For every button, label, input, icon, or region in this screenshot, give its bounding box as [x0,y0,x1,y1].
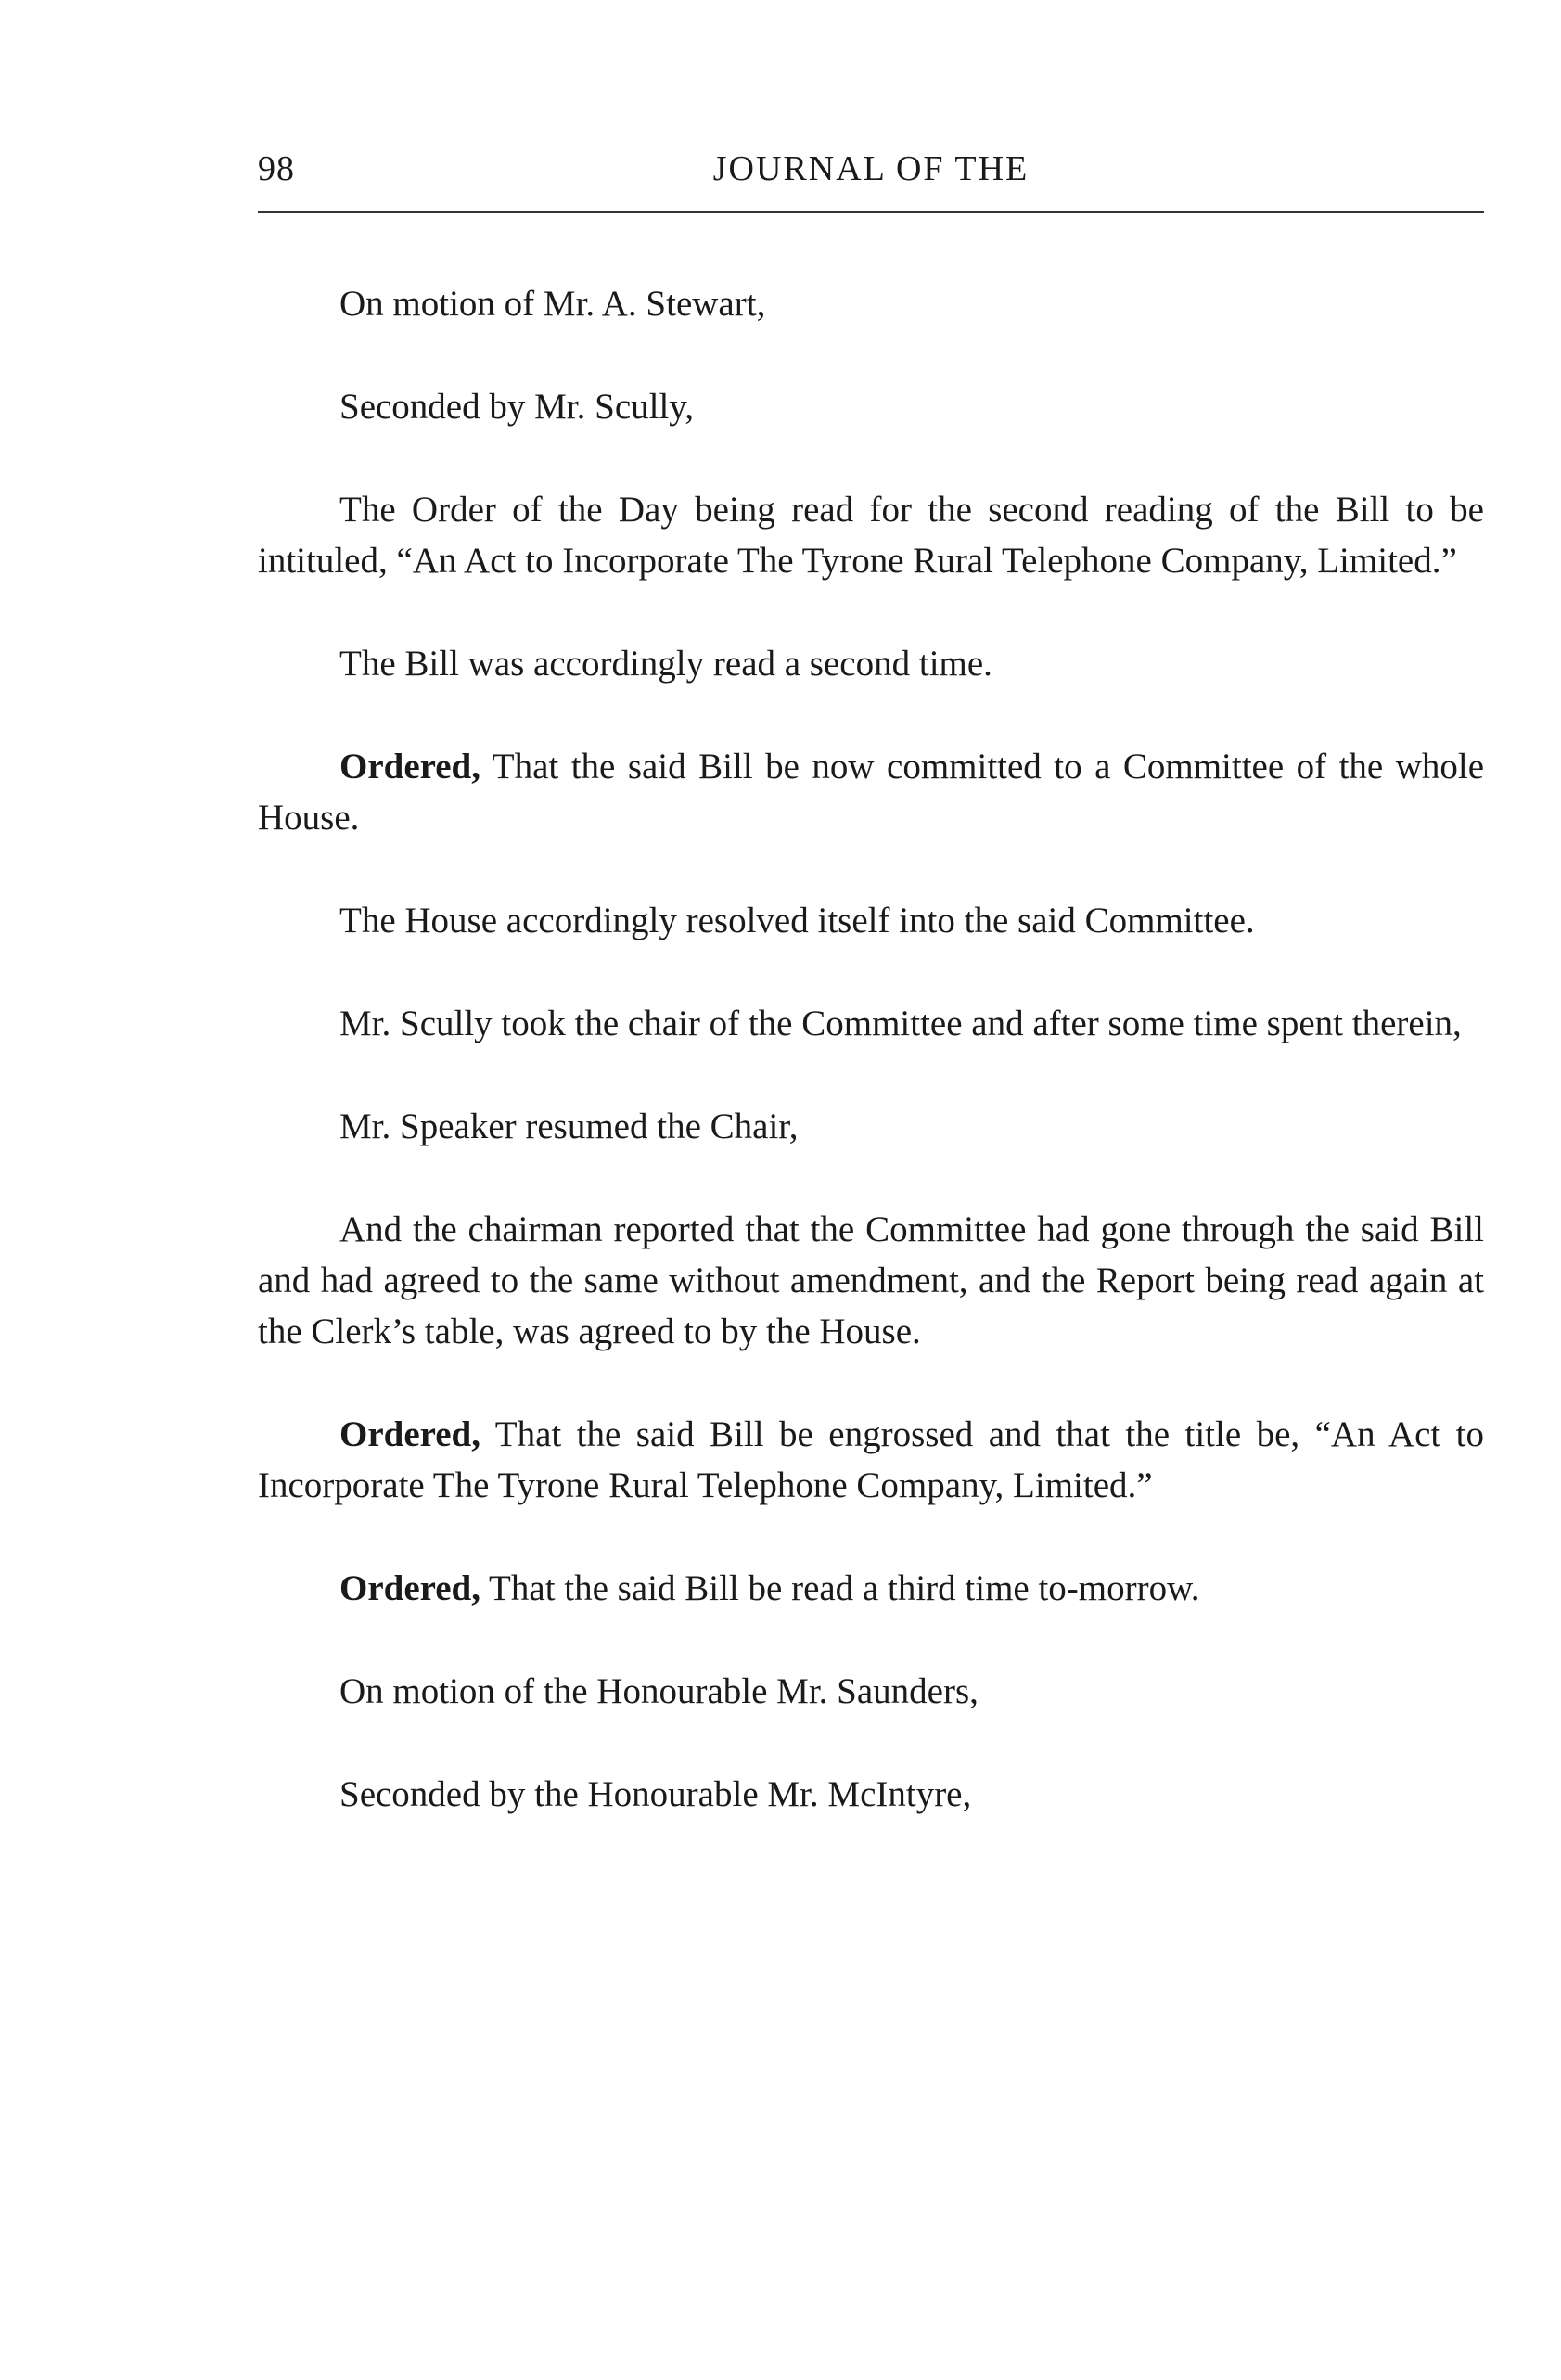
journal-body [258,278,1484,1872]
paragraph-motion-saunders: On motion of the Honourable Mr. Saunders, [339,1671,979,1711]
paragraph-order-of-day: The Order of the Day being read for the second reading of the Bill to be intituled, “An Act to Incorporate The Tyrone Rural Telephone Company, Limited.” [258,490,1484,581]
paragraph-ordered-committed: Ordered, That the said Bill be now committed to a Committee of the whole House. [258,747,1484,838]
page-header [258,148,1484,204]
paragraph-speaker-resumed: Mr. Speaker resumed the Chair, [339,1107,799,1146]
page-number: 98 [258,149,295,188]
header-rule [258,211,1484,213]
paragraph-second-reading: The Bill was accordingly read a second time. [339,644,992,684]
paragraph-house-resolved: The House accordingly resolved itself into the said Committee. [339,901,1255,940]
paragraph-chairman-reported: And the chairman reported that the Committee had gone through the said Bill and had agreed to the same without amendment, and the Report being read again at the Clerk’s table, was agreed to by the House. [258,1209,1484,1351]
paragraph-ordered-engrossed: Ordered, That the said Bill be engrossed and that the title be, “An Act to Incorporate The Tyrone Rural Telephone Company, Limited.” [258,1414,1484,1505]
paragraph-ordered-third-reading: Ordered, That the said Bill be read a third time to-morrow. [339,1568,1200,1608]
paragraph-chair: Mr. Scully took the chair of the Committee and after some time spent therein, [339,1004,1462,1043]
paragraph-seconded: Seconded by Mr. Scully, [339,387,695,427]
paragraph-motion: On motion of Mr. A. Stewart, [339,284,766,324]
running-head: JOURNAL OF THE [712,149,1030,188]
paragraph-seconded-mcintyre: Seconded by the Honourable Mr. McIntyre, [339,1774,972,1814]
